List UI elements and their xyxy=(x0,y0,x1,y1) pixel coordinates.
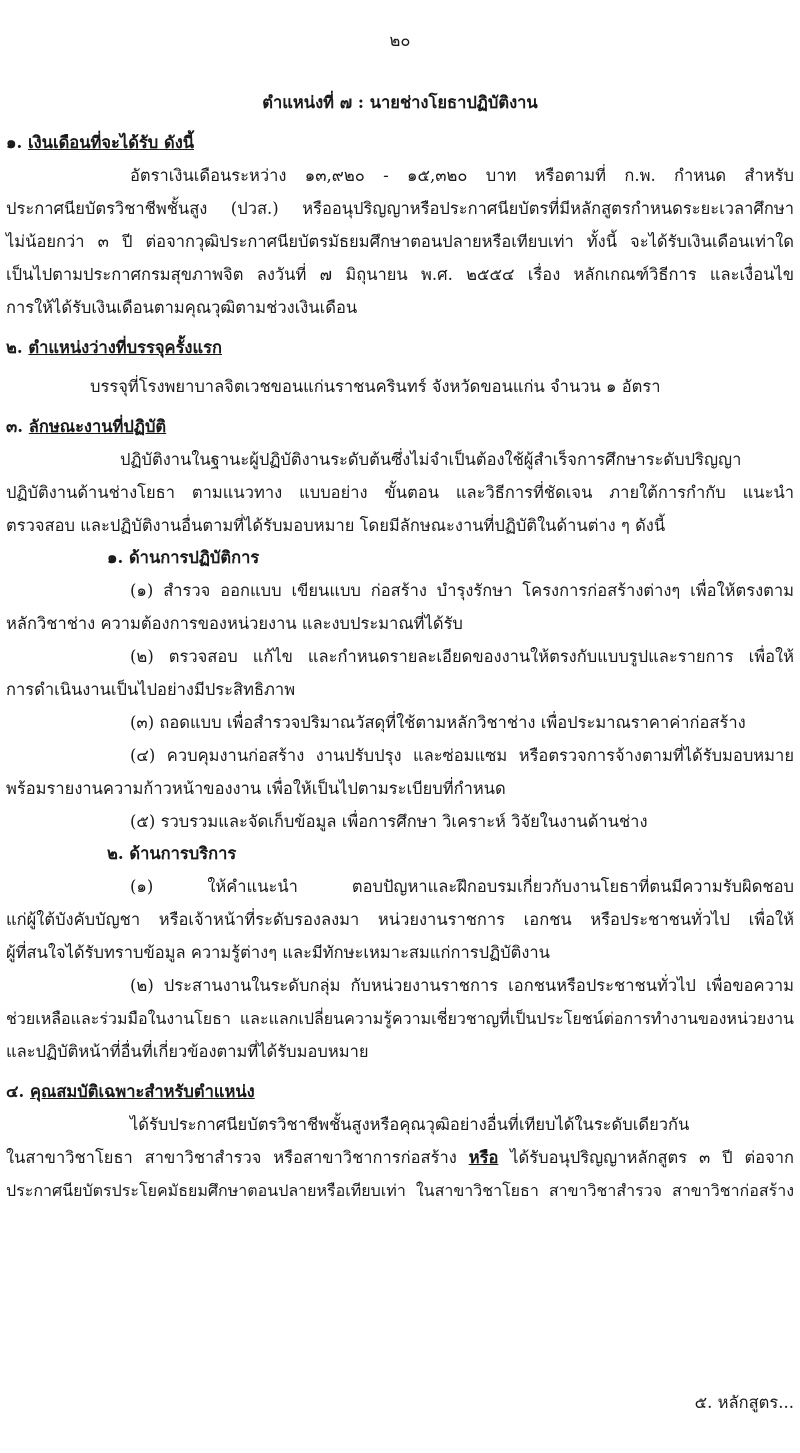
section-4-line-2: ในสาขาวิชาโยธา สาขาวิชาสำรวจ หรือสาขาวิชาการก่อสร้าง หรือ ได้รับอนุปริญญาหลักสูตร ๓ ปี ต่อจาก xyxy=(6,1148,795,1167)
subsection-operations-heading: ๑. ด้านการปฏิบัติการ xyxy=(107,548,260,567)
operations-line-7: พร้อมรายงานความก้าวหน้าของงาน เพื่อให้เป็นไปตามระเบียบที่กำหนด xyxy=(6,779,506,798)
operations-line-8: (๕) รวบรวมและจัดเก็บข้อมูล เพื่อการศึกษา วิเคราะห์ วิจัยในงานด้านช่าง xyxy=(130,812,648,831)
continuation-footer: ๕. หลักสูตร... xyxy=(694,1393,794,1412)
section-1-heading: ๑. เงินเดือนที่จะได้รับ ดังนี้ xyxy=(6,133,195,152)
section-3-intro-3: ตรวจสอบ และปฏิบัติงานอื่นตามที่ได้รับมอบหมาย โดยมีลักษณะงานที่ปฏิบัติในด้านต่าง ๆ ดังนี้ xyxy=(6,516,666,535)
section-1-line-2: ประกาศนียบัตรวิชาชีพชั้นสูง (ปวส.) หรืออนุปริญญาหรือประกาศนียบัตรที่มีหลักสูตรกำหนดระยะเวลาศึกษา xyxy=(6,199,794,218)
section-3-intro-2: ปฏิบัติงานด้านช่างโยธา ตามแนวทาง แบบอย่าง ขั้นตอน และวิธีการที่ชัดเจน ภายใต้การกำกับ แนะนำ xyxy=(6,483,794,502)
service-line-4: (๒) ประสานงานในระดับกลุ่ม กับหน่วยงานราชการ เอกชนหรือประชาชนทั่วไป เพื่อขอความ xyxy=(130,976,794,995)
section-1-line-1: อัตราเงินเดือนระหว่าง ๑๓,๙๒๐ - ๑๕,๓๒๐ บาท หรือตามที่ ก.พ. กำหนด สำหรับ xyxy=(130,166,794,185)
section-1-line-5: การให้ได้รับเงินเดือนตามคุณวุฒิตามช่วงเงินเดือน xyxy=(6,298,358,317)
section-3-intro-1: ปฏิบัติงานในฐานะผู้ปฏิบัติงานระดับต้นซึ่งไม่จำเป็นต้องใช้ผู้สำเร็จการศึกษาระดับปริญญา xyxy=(120,450,742,469)
or-emphasis: หรือ xyxy=(468,1148,499,1167)
service-line-5: ช่วยเหลือและร่วมมือในงานโยธา และแลกเปลี่ยนความรู้ความเชี่ยวชาญที่เป็นประโยชน์ต่อการทำงานของหน่วยงาน xyxy=(6,1009,794,1028)
subsection-service-heading: ๒. ด้านการบริการ xyxy=(107,844,237,863)
section-4-line-3: ประกาศนียบัตรประโยคมัธยมศึกษาตอนปลายหรือเทียบเท่า ในสาขาวิชาโยธา สาขาวิชาสำรวจ สาขาวิชาก่อสร้าง xyxy=(6,1181,794,1200)
operations-line-5: (๓) ถอดแบบ เพื่อสำรวจปริมาณวัสดุที่ใช้ตามหลักวิชาช่าง เพื่อประมาณราคาค่าก่อสร้าง xyxy=(130,713,746,732)
operations-line-4: การดำเนินงานเป็นไปอย่างมีประสิทธิภาพ xyxy=(6,680,296,699)
section-2-line: บรรจุที่โรงพยาบาลจิตเวชขอนแก่นราชนครินทร์ จังหวัดขอนแก่น จำนวน ๑ อัตรา xyxy=(90,377,661,396)
operations-line-3: (๒) ตรวจสอบ แก้ไข และกำหนดรายละเอียดของงานให้ตรงกับแบบรูปและรายการ เพื่อให้ xyxy=(130,647,794,666)
operations-line-6: (๔) ควบคุมงานก่อสร้าง งานปรับปรุง และซ่อมแซม หรือตรวจการจ้างตามที่ได้รับมอบหมาย xyxy=(130,746,794,765)
section-2-heading: ๒. ตำแหน่งว่างที่บรรจุครั้งแรก xyxy=(6,338,222,357)
service-line-6: และปฏิบัติหน้าที่อื่นที่เกี่ยวข้องตามที่ได้รับมอบหมาย xyxy=(6,1042,369,1061)
section-4-line-1: ได้รับประกาศนียบัตรวิชาชีพชั้นสูงหรือคุณวุฒิอย่างอื่นที่เทียบได้ในระดับเดียวกัน xyxy=(130,1115,690,1134)
page-number: ๒๐ xyxy=(389,31,411,50)
section-1-line-3: ไม่น้อยกว่า ๓ ปี ต่อจากวุฒิประกาศนียบัตรมัธยมศึกษาตอนปลายหรือเทียบเท่า ทั้งนี้ จะได้รับเงินเดือนเท่าใด xyxy=(6,232,794,251)
section-4-heading: ๔. คุณสมบัติเฉพาะสำหรับตำแหน่ง xyxy=(6,1082,255,1101)
section-3-heading: ๓. ลักษณะงานที่ปฏิบัติ xyxy=(6,417,167,436)
operations-line-2: หลักวิชาช่าง ความต้องการของหน่วยงาน และงบประมาณที่ได้รับ xyxy=(6,614,463,633)
section-1-line-4: เป็นไปตามประกาศกรมสุขภาพจิต ลงวันที่ ๗ มิถุนายน พ.ศ. ๒๕๕๔ เรื่อง หลักเกณฑ์วิธีการ และเงื่อนไข xyxy=(6,265,794,284)
service-line-1: (๑) ให้คำแนะนำ ตอบปัญหาและฝึกอบรมเกี่ยวกับงานโยธาที่ตนมีความรับผิดชอบ xyxy=(130,877,794,896)
position-title: ตำแหน่งที่ ๗ : นายช่างโยธาปฏิบัติงาน xyxy=(262,93,538,112)
service-line-3: ผู้ที่สนใจได้รับทราบข้อมูล ความรู้ต่างๆ และมีทักษะเหมาะสมแก่การปฏิบัติงาน xyxy=(6,943,550,962)
operations-line-1: (๑) สำรวจ ออกแบบ เขียนแบบ ก่อสร้าง บำรุงรักษา โครงการก่อสร้างต่างๆ เพื่อให้ตรงตาม xyxy=(130,581,794,600)
service-line-2: แก่ผู้ใต้บังคับบัญชา หรือเจ้าหน้าที่ระดับรองลงมา หน่วยงานราชการ เอกชน หรือประชาชนทั่วไป เพื่อให้ xyxy=(6,910,794,929)
